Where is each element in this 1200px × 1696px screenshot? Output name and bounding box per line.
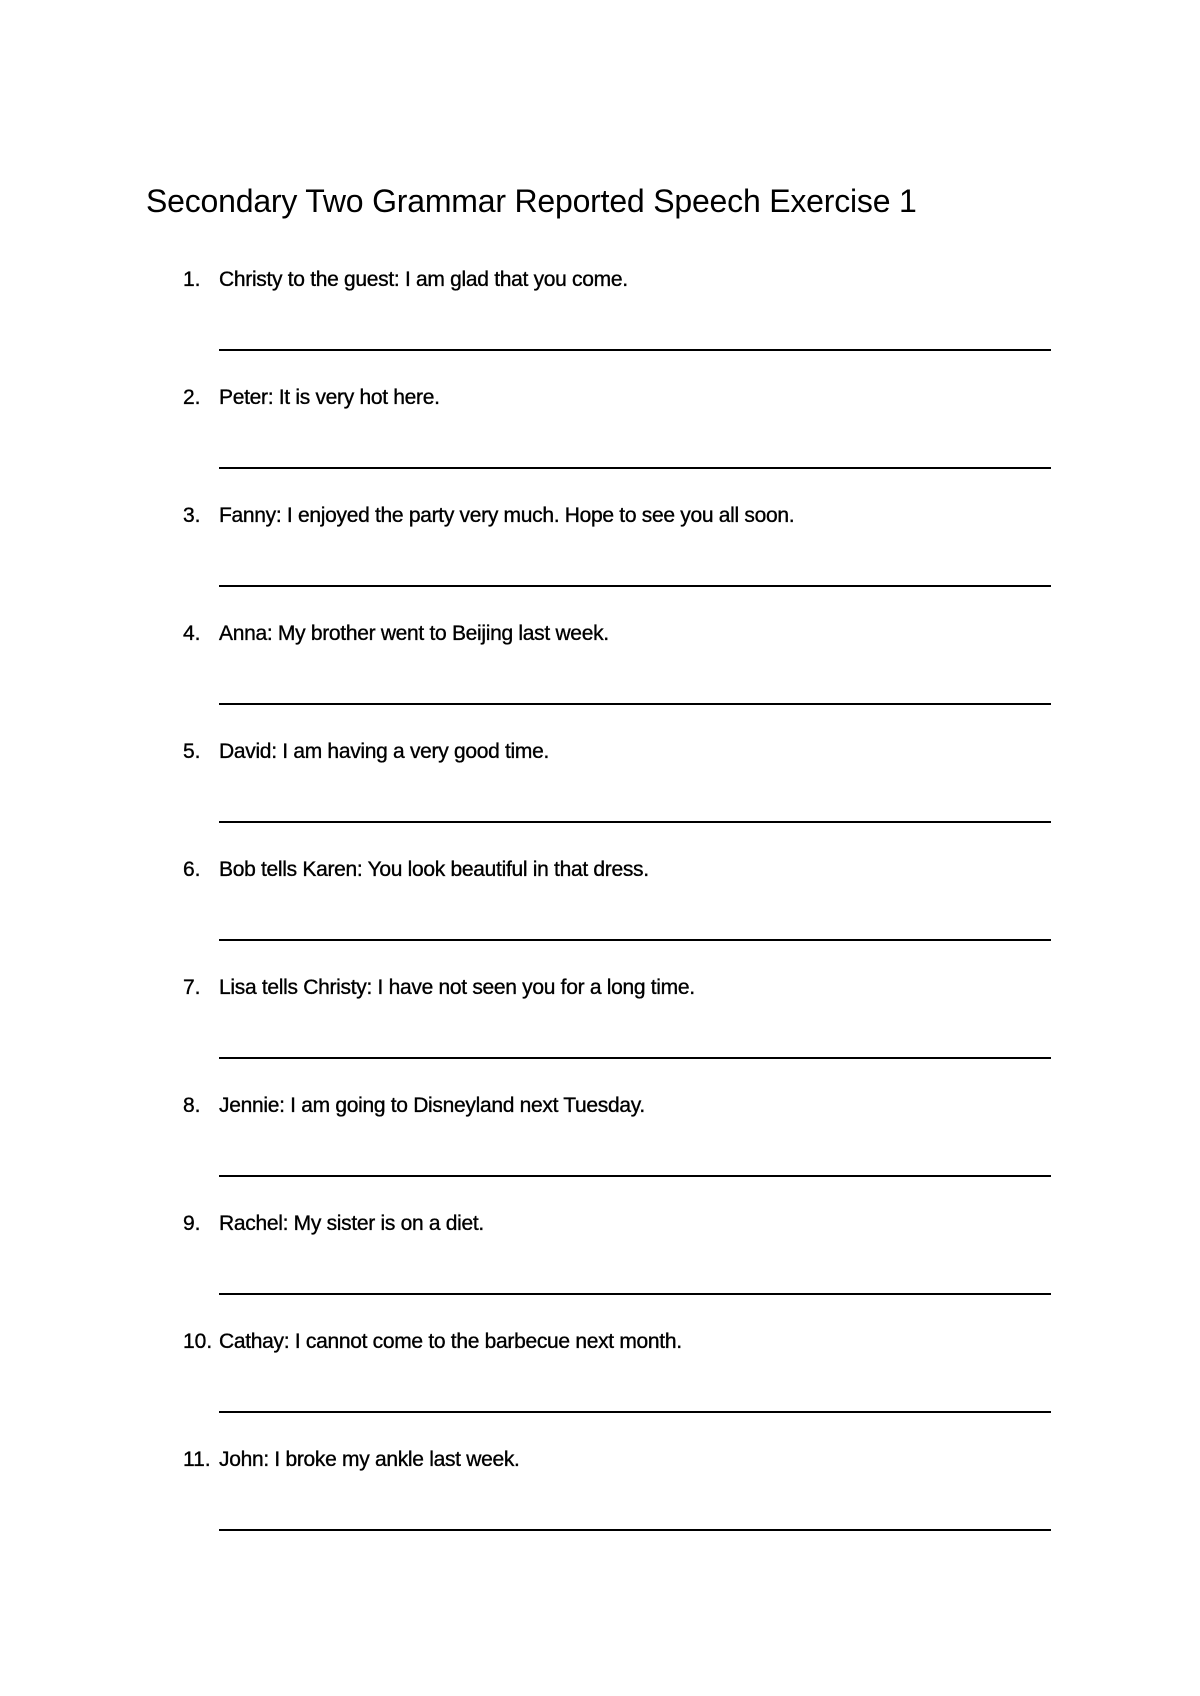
question-text: David: I am having a very good time. [219, 740, 550, 763]
question-number: 9. [183, 1212, 201, 1235]
question-text: Christy to the guest: I am glad that you come. [219, 268, 628, 291]
question-text: Peter: It is very hot here. [219, 386, 440, 409]
question-item-8 [0, 1094, 1200, 1212]
answer-line[interactable] [219, 349, 1051, 351]
question-item-3 [0, 504, 1200, 622]
answer-line[interactable] [219, 585, 1051, 587]
answer-line[interactable] [219, 1411, 1051, 1413]
answer-line[interactable] [219, 1293, 1051, 1295]
answer-line[interactable] [219, 1175, 1051, 1177]
worksheet-title: Secondary Two Grammar Reported Speech Exercise 1 [146, 183, 917, 219]
question-item-9 [0, 1212, 1200, 1330]
question-item-6 [0, 858, 1200, 976]
question-text: Jennie: I am going to Disneyland next Tuesday. [219, 1094, 645, 1117]
question-item-2 [0, 386, 1200, 504]
question-number: 11. [183, 1448, 211, 1471]
question-number: 3. [183, 504, 201, 527]
question-number: 4. [183, 622, 201, 645]
question-text: Fanny: I enjoyed the party very much. Hope to see you all soon. [219, 504, 795, 527]
answer-line[interactable] [219, 1057, 1051, 1059]
answer-line[interactable] [219, 821, 1051, 823]
answer-line[interactable] [219, 939, 1051, 941]
answer-line[interactable] [219, 1529, 1051, 1531]
question-item-7 [0, 976, 1200, 1094]
question-item-10 [0, 1330, 1200, 1448]
question-text: Rachel: My sister is on a diet. [219, 1212, 484, 1235]
question-number: 1. [183, 268, 201, 291]
answer-line[interactable] [219, 703, 1051, 705]
question-text: Anna: My brother went to Beijing last week. [219, 622, 609, 645]
question-number: 6. [183, 858, 201, 881]
question-text: Cathay: I cannot come to the barbecue next month. [219, 1330, 682, 1353]
question-number: 2. [183, 386, 201, 409]
question-text: John: I broke my ankle last week. [219, 1448, 520, 1471]
question-item-5 [0, 740, 1200, 858]
question-number: 5. [183, 740, 201, 763]
question-item-4 [0, 622, 1200, 740]
question-item-1 [0, 268, 1200, 386]
question-text: Bob tells Karen: You look beautiful in that dress. [219, 858, 649, 881]
question-number: 8. [183, 1094, 201, 1117]
question-number: 7. [183, 976, 201, 999]
question-text: Lisa tells Christy: I have not seen you for a long time. [219, 976, 695, 999]
question-number: 10. [183, 1330, 213, 1353]
question-item-11 [0, 1448, 1200, 1566]
answer-line[interactable] [219, 467, 1051, 469]
